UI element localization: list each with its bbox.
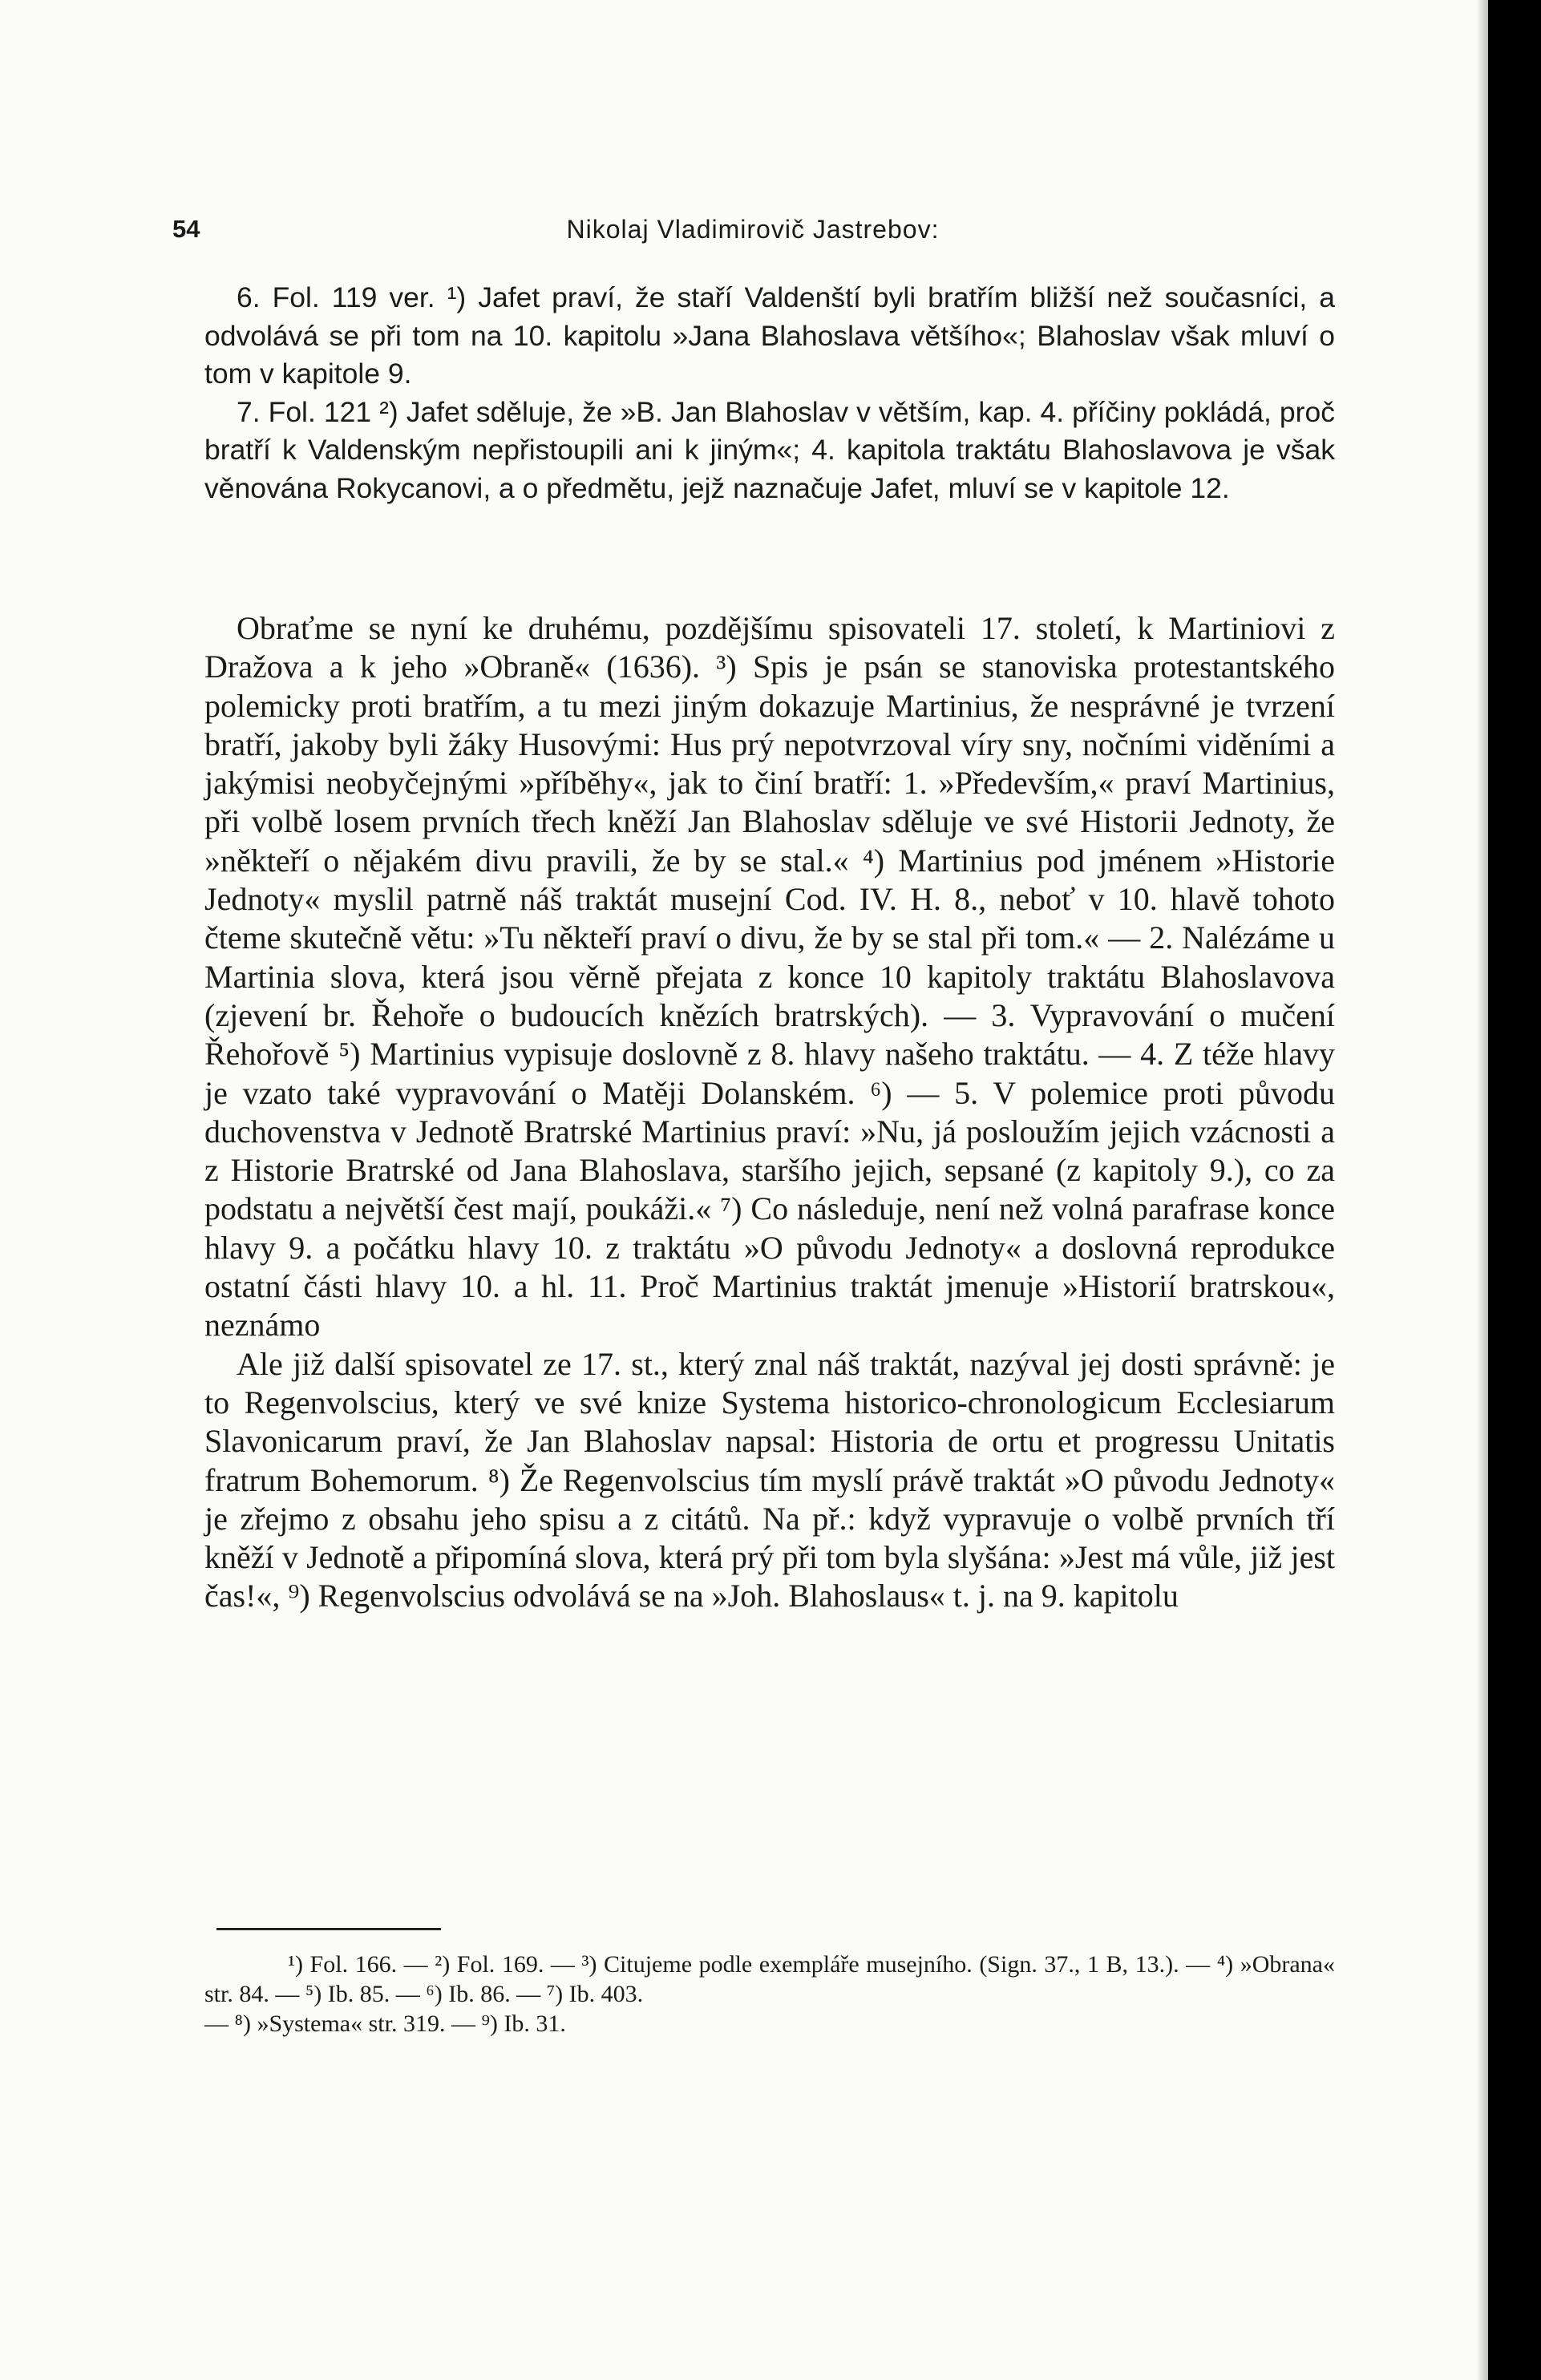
page-header (172, 215, 1333, 255)
footnote-separator (216, 1928, 441, 1930)
footnotes (204, 1950, 1335, 2039)
note-6: 6. Fol. 119 ver. ¹) Jafet praví, že staří Valdenští byli bratřím bližší než současníci, a odvolává se při tom na 10. kapitolu »Jana Blahoslava většího«; Blahoslav však mluví o tom v kapitole 9. (204, 281, 1335, 390)
page-number: 54 (172, 215, 200, 243)
paragraph-regenvolscius: Ale již další spisovatel ze 17. st., který znal náš traktát, nazýval jej dosti správně: je to Regenvolscius, který ve své knize Systema historico-chronologicum Ecclesiarum Slavonicarum praví, že Jan Blahoslav napsal: Historia de ortu et progressu Unitatis fratrum Bohemorum. ⁸) Že Regenvolscius tím myslí právě traktát »O původu Jednoty« je zřejmo z obsahu jeho spisu a z citátů. Na př.: když vypravuje o volbě prvních tří kněží v Jednotě a připomíná slova, která prý při tom byla slyšána: »Jest má vůle, již jest čas!«, ⁹) Regenvolscius odvolává se na »Joh. Blahoslaus« t. j. na 9. kapitolu (204, 1345, 1335, 1614)
numbered-notes (204, 279, 1335, 507)
body-text (204, 609, 1335, 1616)
note-7: 7. Fol. 121 ²) Jafet sděluje, že »B. Jan Blahoslav v větším, kap. 4. příčiny pokládá, proč bratří k Valdenským nepřistoupili ani k jiným«; 4. kapitola traktátu Blahoslavova je však věnována Rokycanovi, a o předmětu, jejž naznačuje Jafet, mluví se v kapitole 12. (204, 395, 1335, 504)
footnote-line-2: — ⁸) »Systema« str. 319. — ⁹) Ib. 31. (204, 2010, 566, 2037)
paragraph-martinius: Obraťme se nyní ke druhému, pozdějšímu spisovateli 17. století, k Martiniovi z Dražova a k jeho »Obraně« (1636). ³) Spis je psán se stanoviska protestantského polemicky proti bratřím, a tu mezi jiným dokazuje Martinius, že nesprávné je tvrzení bratří, jakoby byli žáky Husovými: Hus prý nepotvrzoval víry sny, nočními viděními a jakýmisi neobyčejnými »příběhy«, jak to činí bratří: 1. »Především,« praví Martinius, při volbě losem prvních třech kněží Jan Blahoslav sděluje ve své Historii Jednoty, že »někteří o nějakém divu pravili, že by se stal.« ⁴) Martinius pod jménem »Historie Jednoty« myslil patrně náš traktát musejní Cod. IV. H. 8., neboť v 10. hlavě tohoto čteme skutečně větu: »Tu někteří praví o divu, že by se stal při tom.« — 2. Nalézáme u Martinia slova, která jsou věrně přejata z konce 10 kapitoly traktátu Blahoslavova (zjevení br. Řehoře o budoucích knězích bratrských). — 3. Vypravování o mučení Řehořově ⁵) Martinius vypisuje doslovně z 8. hlavy našeho traktátu. — 4. Z téže hlavy je vzato také vypravování o Matěji Dolanském. ⁶) — 5. V polemice proti původu duchovenstva v Jednotě Bratrské Martinius praví: »Nu, já posloužím jejich vzácnosti a z Historie Bratrské od Jana Blahoslava, staršího jejich, sepsané (z kapitoly 9.), co za podstatu a největší čest mají, poukáži.« ⁷) Co následuje, není než volná parafrase konce hlavy 9. a počátku hlavy 10. z traktátu »O původu Jednoty« a doslovná reprodukce ostatní části hlavy 10. a hl. 11. Proč Martinius traktát jmenuje »Historií bratrskou«, neznámo (204, 610, 1335, 1344)
footnote-line-1: ¹) Fol. 166. — ²) Fol. 169. — ³) Citujeme podle exempláře musejního. (Sign. 37., 1 B, 13.). — ⁴) »Obrana« str. 84. — ⁵) Ib. 85. — ⁶) Ib. 86. — ⁷) Ib. 403. (204, 1951, 1335, 2007)
running-head: Nikolaj Vladimirovič Jastrebov: (566, 215, 940, 244)
